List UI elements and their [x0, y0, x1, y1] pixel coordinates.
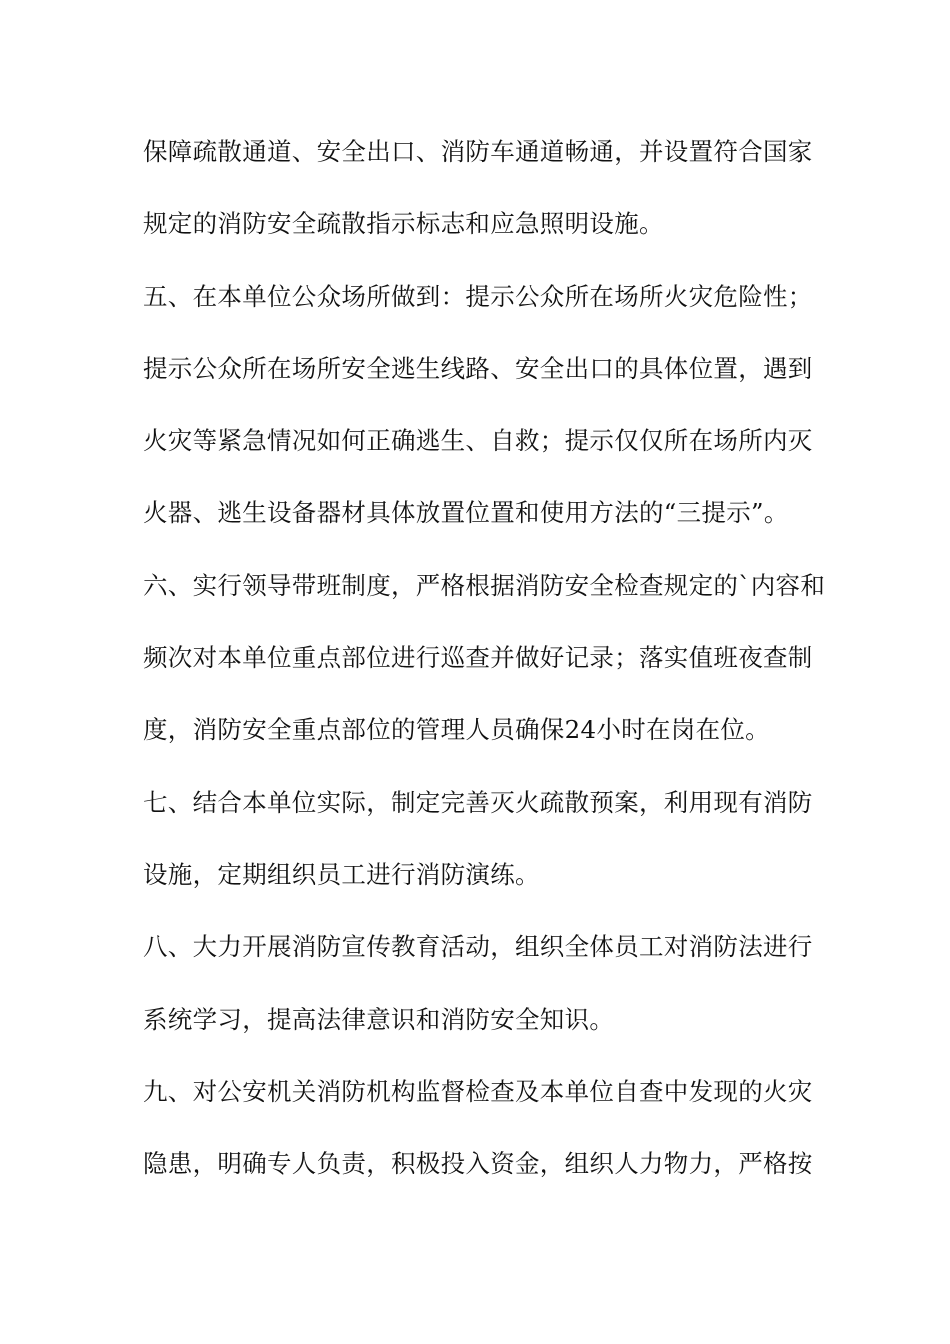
text-line: 规定的消防安全疏散指示标志和应急照明设施。: [143, 209, 664, 239]
text-line: 提示公众所在场所安全逃生线路、安全出口的具体位置，遇到: [143, 353, 813, 383]
text-line: 火器、逃生设备器材具体放置位置和使用方法的“三提示”。: [143, 498, 789, 528]
text-line: 度，消防安全重点部位的管理人员确保24小时在岗在位。: [143, 715, 770, 745]
text-line: 系统学习，提高法律意识和消防安全知识。: [143, 1004, 615, 1034]
text-line: 九、对公安机关消防机构监督检查及本单位自查中发现的火灾: [143, 1076, 813, 1106]
text-line: 保障疏散通道、安全出口、消防车通道畅通，并设置符合国家: [143, 137, 813, 166]
text-line: 频次对本单位重点部位进行巡查并做好记录；落实值班夜查制: [143, 643, 813, 673]
text-line: 五、在本单位公众场所做到：提示公众所在场所火灾危险性；: [143, 281, 813, 311]
text-line: 隐患，明确专人负责，积极投入资金，组织人力物力，严格按: [143, 1149, 813, 1179]
text-line: 七、结合本单位实际，制定完善灭火疏散预案，利用现有消防: [143, 787, 813, 817]
text-line: 火灾等紧急情况如何正确逃生、自救；提示仅仅所在场所内灭: [143, 426, 813, 456]
text-line: 设施，定期组织员工进行消防演练。: [143, 859, 540, 889]
text-line: 八、大力开展消防宣传教育活动，组织全体员工对消防法进行: [143, 932, 813, 962]
document-body: [143, 126, 826, 1210]
text-line: 六、实行领导带班制度，严格根据消防安全检查规定的`内容和: [143, 570, 826, 600]
